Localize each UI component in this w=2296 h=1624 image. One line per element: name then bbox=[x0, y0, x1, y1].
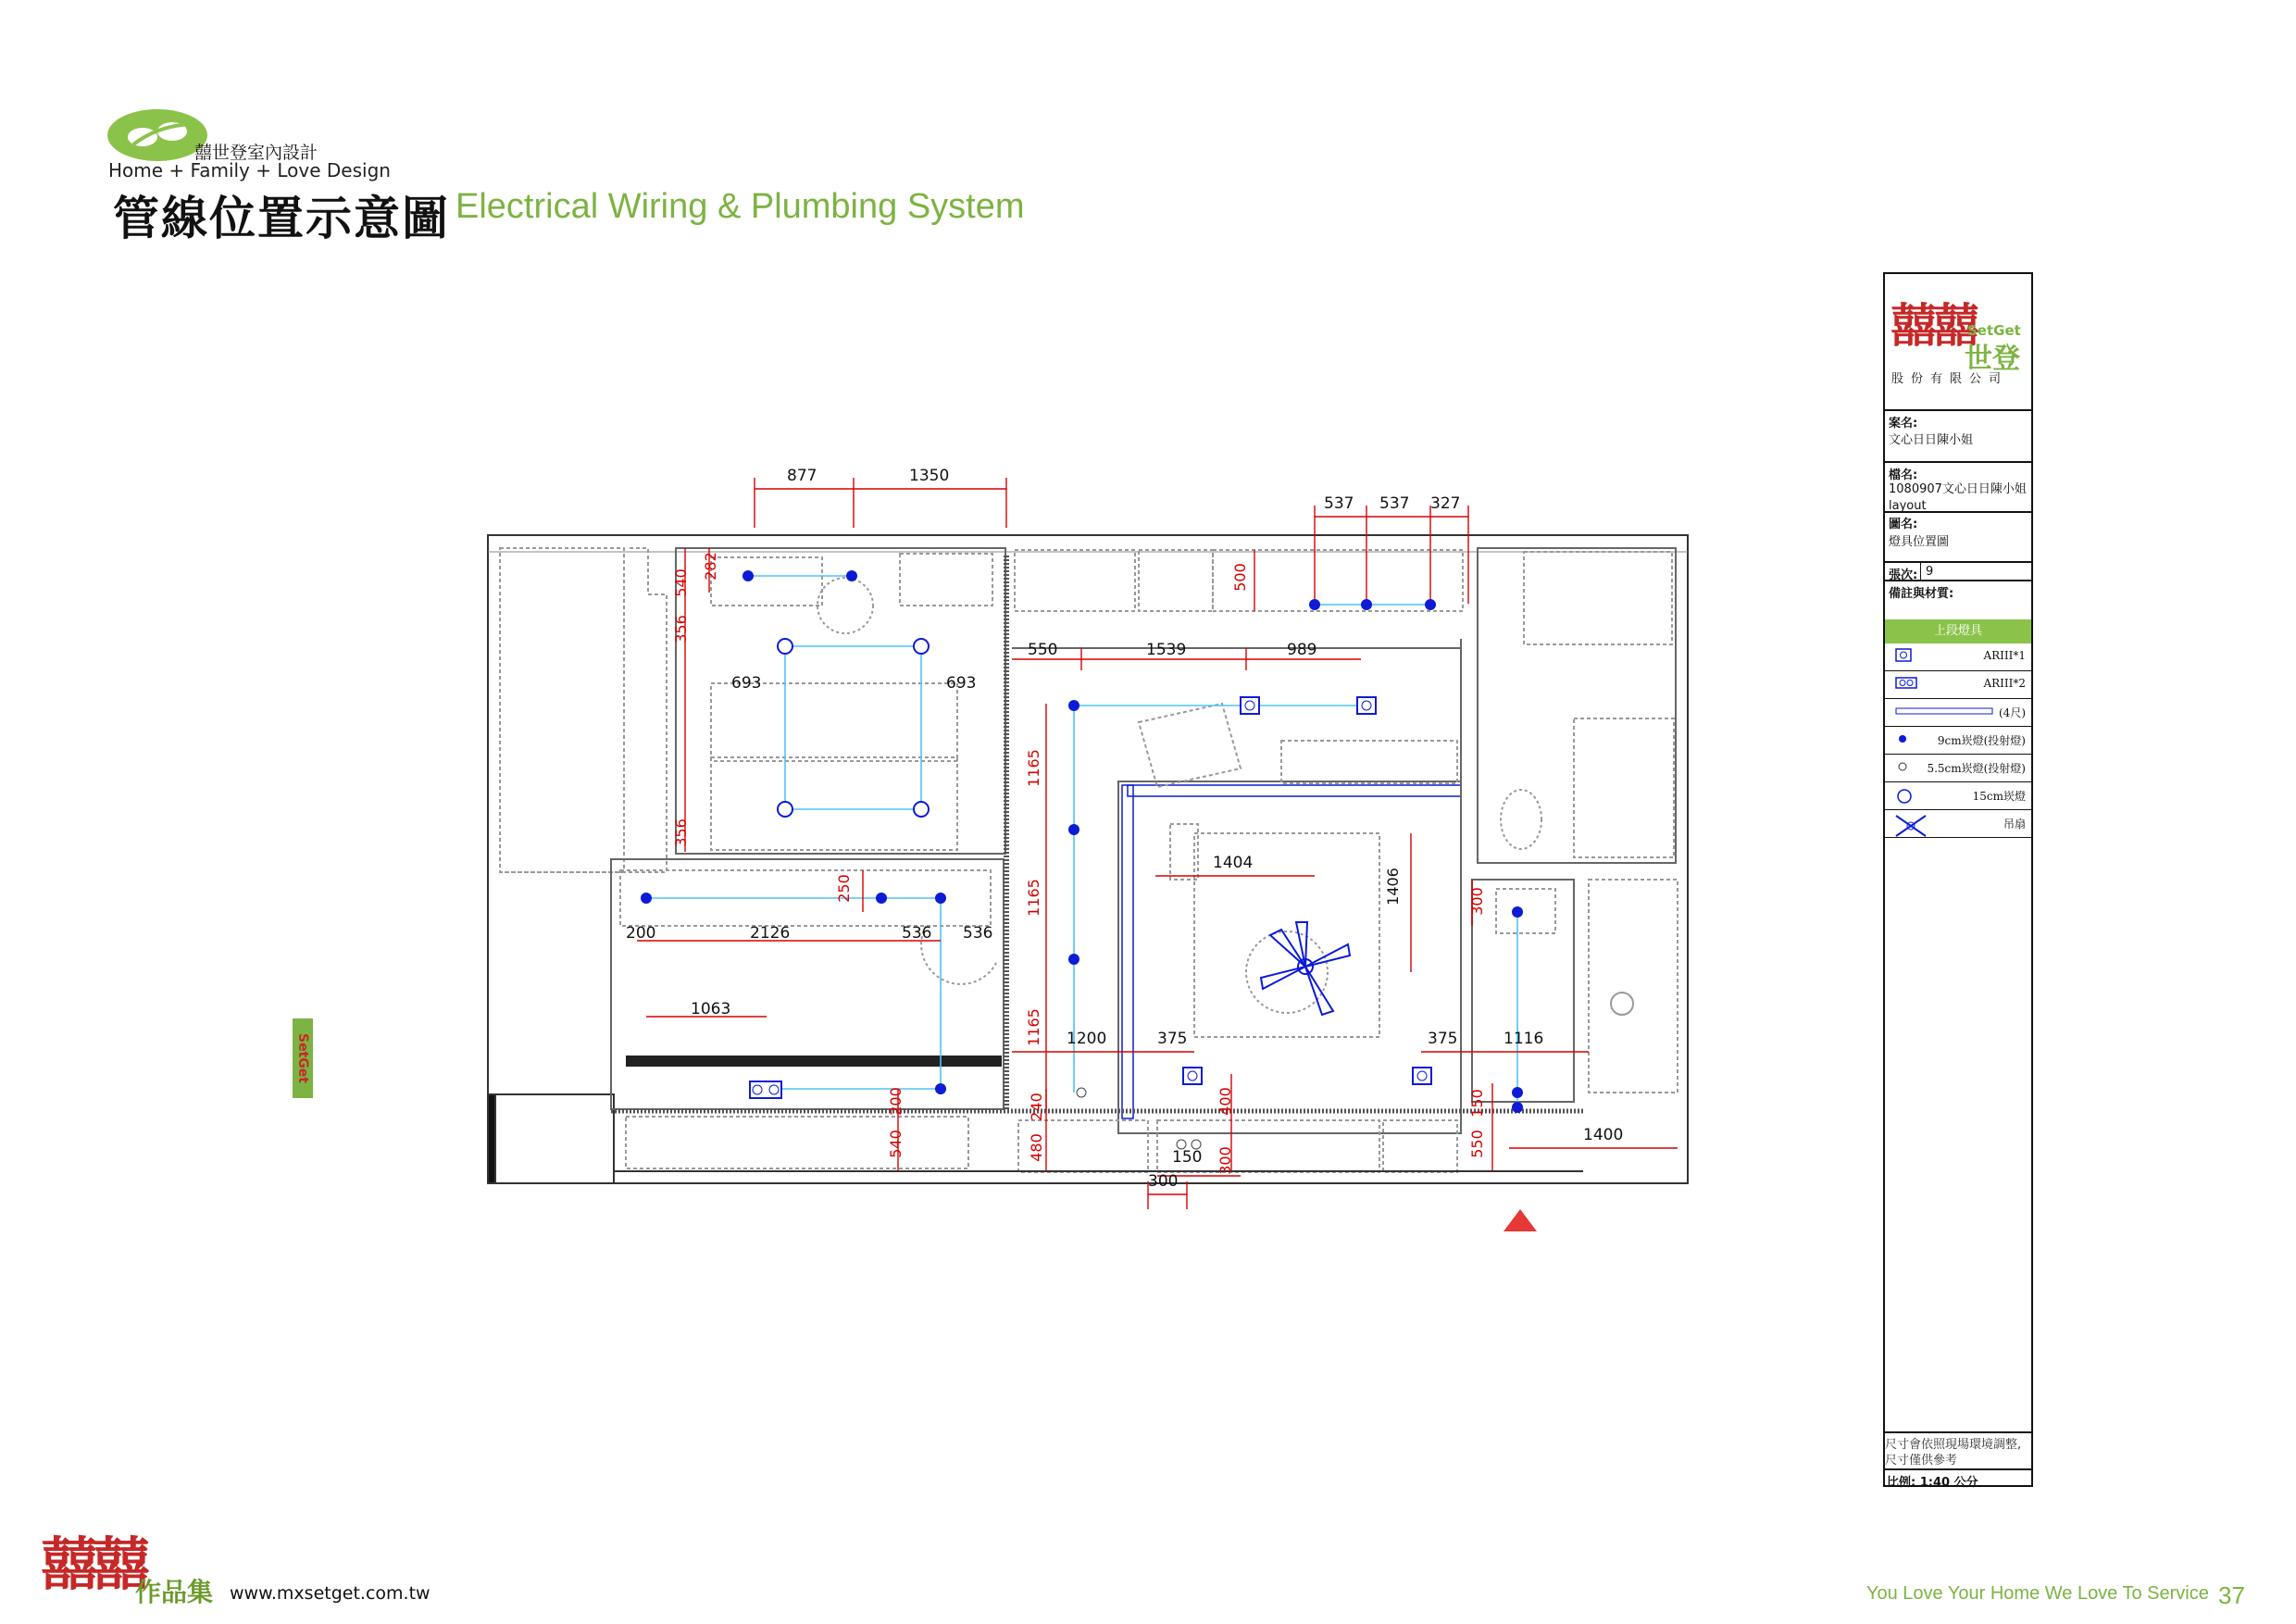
dim-300-b: 300 bbox=[1216, 1146, 1234, 1175]
north-marker-icon bbox=[1504, 1209, 1537, 1231]
downlight-9cm bbox=[935, 893, 946, 904]
downlight-15cm bbox=[778, 639, 792, 654]
footer-logo-a: 囍 bbox=[41, 1530, 94, 1598]
side-badge: SetGet bbox=[293, 1018, 313, 1098]
drawing-value: 燈具位置圖 bbox=[1889, 535, 1950, 549]
page-title-zh: 管線位置示意圖 bbox=[113, 191, 450, 245]
downlight-9cm bbox=[1512, 906, 1523, 918]
dim-550-r: 550 bbox=[1467, 1130, 1486, 1158]
tb-divider bbox=[1885, 1468, 2031, 1470]
dim-300-r: 300 bbox=[1467, 887, 1486, 916]
ceiling-fan-icon bbox=[1894, 814, 1928, 841]
dim-240: 240 bbox=[1027, 1093, 1045, 1121]
legend-label: 5.5cm崁燈(投射燈) bbox=[1927, 762, 2026, 775]
dim-540-b: 540 bbox=[886, 1130, 905, 1158]
downlight-large-icon bbox=[1894, 786, 1915, 807]
dim-1165a: 1165 bbox=[1024, 749, 1042, 787]
company-brand-zh: 世登 bbox=[1965, 343, 2020, 375]
ceiling-fan bbox=[1261, 922, 1350, 1015]
brand-tagline: Home + Family + Love Design bbox=[108, 159, 391, 181]
dim-1350: 1350 bbox=[909, 467, 950, 485]
page-title-en: Electrical Wiring & Plumbing System bbox=[455, 187, 1025, 226]
downlight-5_5cm bbox=[1077, 1088, 1086, 1097]
dim-1165b: 1165 bbox=[1024, 879, 1042, 917]
legend-label: 15cm崁燈 bbox=[1972, 790, 2026, 803]
legend-label: 9cm崁燈(投射燈) bbox=[1937, 734, 2026, 747]
legend-row bbox=[1885, 810, 2031, 838]
ar111-single bbox=[1183, 1068, 1202, 1084]
ar111-single bbox=[1357, 697, 1376, 714]
legend-title: 上段燈具 bbox=[1885, 619, 2031, 643]
tb-divider bbox=[1885, 580, 2031, 581]
file-label: 檔名: bbox=[1889, 468, 1918, 482]
dim-537b: 537 bbox=[1379, 494, 1410, 513]
downlight-15cm bbox=[914, 802, 929, 817]
footer-slogan: You Love Your Home We Love To Service bbox=[1866, 1583, 2209, 1604]
sheet-label: 張次: bbox=[1889, 568, 1918, 582]
dim-282: 282 bbox=[701, 552, 719, 581]
dim-150: 150 bbox=[1172, 1148, 1203, 1167]
legend-label: 吊扇 bbox=[2003, 818, 2026, 831]
case-value: 文心日日陳小姐 bbox=[1889, 433, 1974, 447]
downlight-small-icon bbox=[1894, 758, 1911, 778]
legend-row bbox=[1885, 643, 2031, 671]
dim-540-tl: 540 bbox=[671, 568, 690, 597]
dim-1165c: 1165 bbox=[1024, 1008, 1042, 1046]
footer-logo-glyph bbox=[41, 1518, 144, 1601]
downlight-15cm bbox=[914, 639, 929, 654]
tb-divider bbox=[1885, 511, 2031, 513]
dim-1539: 1539 bbox=[1146, 641, 1187, 659]
dim-1116: 1116 bbox=[1504, 1030, 1544, 1048]
dim-300-bottom: 300 bbox=[1148, 1172, 1179, 1191]
footer-logo-b: 囍 bbox=[93, 1530, 145, 1598]
downlight-15cm bbox=[778, 802, 792, 817]
dim-480: 480 bbox=[1027, 1133, 1045, 1162]
t5-tube-icon bbox=[1894, 703, 1996, 722]
legend-label: (4尺) bbox=[1999, 706, 2026, 719]
dim-550: 550 bbox=[1028, 641, 1058, 659]
dim-1400: 1400 bbox=[1583, 1126, 1624, 1144]
downlight-filled-icon bbox=[1894, 731, 1911, 750]
dim-536a: 536 bbox=[902, 924, 932, 943]
legend-label: ARIII*1 bbox=[1983, 649, 2026, 662]
downlight-9cm bbox=[846, 570, 857, 581]
tb-divider bbox=[1885, 1431, 2031, 1433]
dim-693b: 693 bbox=[946, 674, 977, 693]
walls bbox=[488, 535, 1688, 1183]
dimension-lines bbox=[637, 478, 1678, 1209]
downlight-9cm bbox=[742, 570, 754, 581]
dim-200: 200 bbox=[626, 924, 656, 943]
legend-row bbox=[1885, 755, 2031, 782]
dim-200-b: 200 bbox=[886, 1087, 905, 1116]
scale-label: 比例: 1:40 公分 bbox=[1887, 1476, 1978, 1490]
dim-150-r: 150 bbox=[1467, 1089, 1486, 1118]
footer-website-link[interactable]: www.mxsetget.com.tw bbox=[230, 1583, 430, 1604]
ar111-single-icon bbox=[1894, 647, 1915, 667]
ar111-double bbox=[750, 1081, 781, 1098]
dim-356b: 356 bbox=[671, 818, 690, 847]
dim-536b: 536 bbox=[963, 924, 993, 943]
dim-2126: 2126 bbox=[750, 924, 791, 943]
legend-label: ARIII*2 bbox=[1983, 677, 2026, 690]
downlight-9cm bbox=[1425, 599, 1436, 610]
dim-693a: 693 bbox=[731, 674, 762, 693]
dim-1063: 1063 bbox=[691, 1000, 731, 1018]
downlight-9cm bbox=[935, 1083, 946, 1094]
tb-divider bbox=[1885, 461, 2031, 463]
title-block bbox=[1883, 272, 2033, 1487]
ar111-single bbox=[1413, 1068, 1431, 1084]
dim-1200: 1200 bbox=[1067, 1030, 1107, 1048]
company-logo-glyph: 囍囍 bbox=[1890, 298, 1976, 353]
dim-327: 327 bbox=[1430, 494, 1461, 513]
dim-1404: 1404 bbox=[1213, 854, 1254, 872]
file-value: 1080907文心日日陳小姐layout bbox=[1889, 482, 2027, 511]
downlight-9cm bbox=[1512, 1102, 1523, 1113]
sheet-value: 9 bbox=[1926, 565, 1934, 579]
dim-375a: 375 bbox=[1157, 1030, 1188, 1048]
tb-divider bbox=[1920, 561, 1921, 580]
dim-356a: 356 bbox=[671, 615, 690, 643]
page-number: 37 bbox=[2218, 1581, 2245, 1609]
downlight-9cm bbox=[641, 893, 652, 904]
downlight-9cm bbox=[1068, 954, 1079, 965]
dim-250: 250 bbox=[834, 874, 853, 903]
ar111-double-icon bbox=[1894, 675, 1918, 694]
legend-row bbox=[1885, 782, 2031, 810]
company-subtitle: 股份有限公司 bbox=[1891, 372, 2009, 386]
downlight-9cm bbox=[1512, 1087, 1523, 1098]
company-brand-en: SetGet bbox=[1967, 322, 2021, 339]
dim-989: 989 bbox=[1287, 641, 1317, 659]
dim-1406: 1406 bbox=[1383, 868, 1402, 906]
tb-divider bbox=[1885, 561, 2031, 563]
dimension-note: 尺寸會依照現場環境調整,尺寸僅供參考 bbox=[1885, 1438, 2022, 1468]
dim-877: 877 bbox=[787, 467, 817, 485]
brand-name: 囍世登室內設計 bbox=[194, 143, 318, 163]
downlight-9cm bbox=[1068, 700, 1079, 711]
downlight-9cm bbox=[876, 893, 887, 904]
dim-400: 400 bbox=[1216, 1087, 1234, 1116]
drawing-label: 圖名: bbox=[1889, 518, 1918, 531]
ar111-single bbox=[1241, 697, 1259, 714]
downlight-9cm bbox=[1361, 599, 1372, 610]
dim-537a: 537 bbox=[1324, 494, 1354, 513]
remarks-label: 備註與材質: bbox=[1889, 587, 1954, 601]
dim-500: 500 bbox=[1230, 563, 1249, 592]
footer-works-label: 作品集 bbox=[135, 1577, 214, 1607]
legend-row bbox=[1885, 671, 2031, 699]
legend-row bbox=[1885, 727, 2031, 755]
legend-row bbox=[1885, 699, 2031, 727]
dim-375b: 375 bbox=[1428, 1030, 1458, 1048]
tb-divider bbox=[1885, 409, 2031, 411]
downlight-9cm bbox=[1309, 599, 1320, 610]
downlight-9cm bbox=[1068, 824, 1079, 835]
case-label: 案名: bbox=[1889, 417, 1918, 431]
